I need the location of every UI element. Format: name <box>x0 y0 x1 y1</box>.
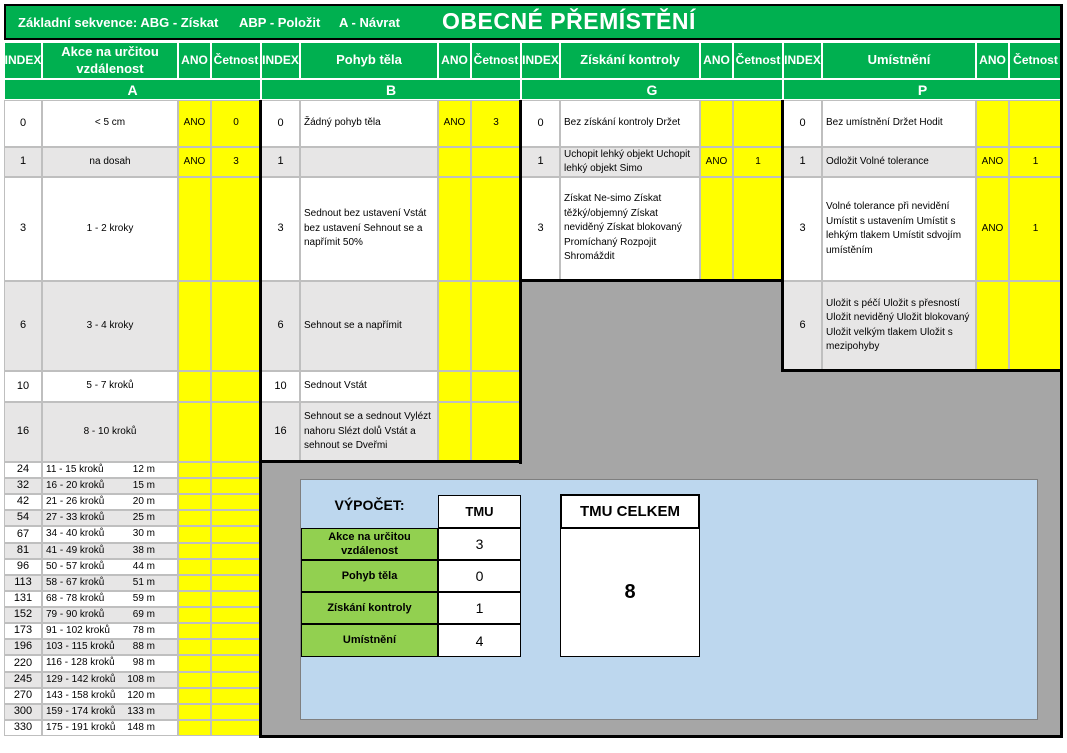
p-index-header: INDEX <box>783 42 822 79</box>
a-row-6-index: 6 <box>4 281 42 371</box>
a-row-6-text: 3 - 4 kroky <box>42 281 178 371</box>
a-distance-meters: 12 m <box>132 463 155 475</box>
a-distance-index: 245 <box>4 672 42 688</box>
a-distance-meters: 51 m <box>132 576 155 588</box>
a-row-6-cetnost[interactable] <box>211 281 261 371</box>
b-row-3-text: Sednout bez ustavení Vstát bez ustavení Sehnout se a napřímit 50% <box>300 177 438 281</box>
section-letter-b: B <box>261 79 521 100</box>
b-ano-header: ANO <box>438 42 471 79</box>
b-row-10-index: 10 <box>261 371 300 402</box>
a-distance-steps: 143 - 158 kroků <box>46 689 116 701</box>
a-distance-text <box>42 672 178 688</box>
a-row-0-index: 0 <box>4 100 42 147</box>
a-distance-index: 220 <box>4 655 42 672</box>
g-ano-header: ANO <box>700 42 733 79</box>
a-distance-ano[interactable] <box>178 478 211 494</box>
a-distance-text <box>42 655 178 672</box>
a-distance-steps: 79 - 90 kroků <box>46 608 105 620</box>
a-distance-meters: 69 m <box>132 608 155 620</box>
g-row-0-index: 0 <box>521 100 560 147</box>
a-index-header: INDEX <box>4 42 42 79</box>
a-distance-steps: 68 - 78 kroků <box>46 592 105 604</box>
a-distance-cetnost[interactable] <box>211 510 261 526</box>
sequence-return-label: A - Návrat <box>339 15 400 30</box>
p-row-1-ano[interactable]: ANO <box>976 147 1009 177</box>
b-row-16-index: 16 <box>261 402 300 462</box>
p-row-3-text: Volné tolerance při nevidění Umístit s ustavením Umístit s lehkým tlakem Umístit sdvojím umístěním <box>822 177 976 281</box>
a-distance-steps: 34 - 40 kroků <box>46 528 105 540</box>
a-distance-index: 173 <box>4 623 42 639</box>
p-row-3-cetnost[interactable]: 1 <box>1009 177 1062 281</box>
a-row-1-index: 1 <box>4 147 42 177</box>
a-distance-meters: 59 m <box>132 592 155 604</box>
a-distance-index: 300 <box>4 704 42 720</box>
b-row-3-index: 3 <box>261 177 300 281</box>
bottom-border <box>259 735 1063 738</box>
a-row-0-text: < 5 cm <box>42 100 178 147</box>
a-distance-cetnost[interactable] <box>211 559 261 575</box>
tmu-total-header: TMU CELKEM <box>560 494 700 529</box>
a-distance-steps: 27 - 33 kroků <box>46 511 105 523</box>
a-row-1-cetnost[interactable]: 3 <box>211 147 261 177</box>
b-row-10-ano[interactable] <box>438 371 471 402</box>
divider-b-bottom <box>259 460 522 463</box>
divider-g-p <box>781 100 784 372</box>
b-row-0-ano[interactable]: ANO <box>438 100 471 147</box>
b-row-0-index: 0 <box>261 100 300 147</box>
a-distance-index: 24 <box>4 462 42 478</box>
divider-b-g <box>519 100 522 464</box>
p-row-1-text: Odložit Volné tolerance <box>822 147 976 177</box>
a-distance-cetnost[interactable] <box>211 543 261 559</box>
page-title: OBECNÉ PŘEMÍSTĚNÍ <box>442 8 696 34</box>
a-distance-ano[interactable] <box>178 526 211 543</box>
a-distance-ano[interactable] <box>178 462 211 478</box>
b-body-header: Pohyb těla <box>300 42 438 79</box>
a-distance-cetnost[interactable] <box>211 526 261 543</box>
p-row-0-text: Bez umístnění Držet Hodit <box>822 100 976 147</box>
a-distance-index: 270 <box>4 688 42 704</box>
a-row-1-ano[interactable]: ANO <box>178 147 211 177</box>
a-row-3-ano[interactable] <box>178 177 211 281</box>
b-row-3-cetnost[interactable] <box>471 177 521 281</box>
divider-a-b <box>259 100 262 737</box>
a-distance-steps: 50 - 57 kroků <box>46 560 105 572</box>
p-row-6-text: Uložit s péčí Uložit s přesností Uložit neviděný Uložit blokovaný Uložit velkým tlakem Uložit s mezipohyby <box>822 281 976 370</box>
a-distance-text <box>42 704 178 720</box>
p-row-0-ano[interactable] <box>976 100 1009 147</box>
a-distance-text <box>42 462 178 478</box>
a-distance-steps: 21 - 26 kroků <box>46 495 105 507</box>
a-distance-steps: 103 - 115 kroků <box>46 640 115 652</box>
p-row-1-index: 1 <box>783 147 822 177</box>
a-distance-ano[interactable] <box>178 591 211 607</box>
b-row-6-index: 6 <box>261 281 300 371</box>
a-distance-ano[interactable] <box>178 607 211 623</box>
sequence-basic-label: Základní sekvence: ABG - Získat <box>18 15 219 30</box>
a-distance-text <box>42 720 178 736</box>
a-distance-steps: 11 - 15 kroků <box>46 463 104 475</box>
b-row-1-text <box>300 147 438 177</box>
a-distance-index: 196 <box>4 639 42 655</box>
a-distance-text <box>42 607 178 623</box>
a-row-0-ano[interactable]: ANO <box>178 100 211 147</box>
p-row-6-index: 6 <box>783 281 822 370</box>
b-row-3-ano[interactable] <box>438 177 471 281</box>
g-row-3-index: 3 <box>521 177 560 280</box>
a-distance-steps: 159 - 174 kroků <box>46 705 116 717</box>
section-letter-a: A <box>4 79 261 100</box>
a-row-16-cetnost[interactable] <box>211 402 261 462</box>
p-cetnost-header: Četnost <box>1009 42 1062 79</box>
b-row-1-index: 1 <box>261 147 300 177</box>
a-distance-steps: 91 - 102 kroků <box>46 624 110 636</box>
a-distance-meters: 20 m <box>132 495 155 507</box>
b-row-16-text: Sehnout se a sednout Vylézt nahoru Slézt dolů Vstát a sehnout se Dveřmi <box>300 402 438 462</box>
g-row-3-ano[interactable] <box>700 177 733 280</box>
a-cetnost-header: Četnost <box>211 42 261 79</box>
a-distance-text <box>42 478 178 494</box>
a-distance-steps: 175 - 191 kroků <box>46 721 116 733</box>
title-bar <box>4 4 1062 40</box>
a-distance-cetnost[interactable] <box>211 704 261 720</box>
a-distance-cetnost[interactable] <box>211 672 261 688</box>
a-row-3-index: 3 <box>4 177 42 281</box>
a-distance-ano[interactable] <box>178 543 211 559</box>
a-distance-cetnost[interactable] <box>211 655 261 672</box>
a-row-10-ano[interactable] <box>178 371 211 402</box>
a-distance-cetnost[interactable] <box>211 462 261 478</box>
a-distance-meters: 44 m <box>132 560 155 572</box>
section-letter-g: G <box>521 79 783 100</box>
a-row-3-cetnost[interactable] <box>211 177 261 281</box>
a-distance-text <box>42 494 178 510</box>
a-distance-text <box>42 543 178 559</box>
a-distance-meters: 30 m <box>132 528 155 540</box>
a-distance-cetnost[interactable] <box>211 623 261 639</box>
a-row-3-text: 1 - 2 kroky <box>42 177 178 281</box>
a-distance-steps: 41 - 49 kroků <box>46 544 105 556</box>
b-row-1-ano[interactable] <box>438 147 471 177</box>
b-row-0-text: Žádný pohyb těla <box>300 100 438 147</box>
g-row-0-text: Bez získání kontroly Držet <box>560 100 700 147</box>
a-distance-text <box>42 623 178 639</box>
a-distance-index: 81 <box>4 543 42 559</box>
b-row-1-cetnost[interactable] <box>471 147 521 177</box>
calc-title: VÝPOČET: <box>334 497 405 513</box>
section-letter-p: P <box>783 79 1062 100</box>
calc-label-control: Získání kontroly <box>301 592 438 624</box>
a-row-10-cetnost[interactable] <box>211 371 261 402</box>
a-row-0-cetnost[interactable]: 0 <box>211 100 261 147</box>
p-row-1-cetnost[interactable]: 1 <box>1009 147 1062 177</box>
a-distance-index: 54 <box>4 510 42 526</box>
a-distance-cetnost[interactable] <box>211 591 261 607</box>
a-distance-cetnost[interactable] <box>211 478 261 494</box>
gray-zone-p <box>783 370 1062 462</box>
a-distance-ano[interactable] <box>178 688 211 704</box>
a-row-16-index: 16 <box>4 402 42 462</box>
g-row-1-text: Uchopit lehký objekt Uchopit lehký objekt Simo <box>560 147 700 177</box>
a-distance-text <box>42 559 178 575</box>
a-distance-index: 42 <box>4 494 42 510</box>
a-distance-index: 131 <box>4 591 42 607</box>
calc-label-action: Akce na určitou vzdálenost <box>301 528 438 560</box>
g-cetnost-header: Četnost <box>733 42 783 79</box>
a-row-1-text: na dosah <box>42 147 178 177</box>
a-action-header: Akce na určitou vzdálenost <box>42 42 178 79</box>
p-row-0-cetnost[interactable] <box>1009 100 1062 147</box>
divider-p-bottom <box>781 369 1062 372</box>
a-distance-meters: 148 m <box>127 721 155 733</box>
a-distance-cetnost[interactable] <box>211 607 261 623</box>
a-distance-steps: 129 - 142 kroků <box>46 673 116 685</box>
g-row-1-index: 1 <box>521 147 560 177</box>
g-index-header: INDEX <box>521 42 560 79</box>
calc-value-body[interactable]: 0 <box>438 560 521 592</box>
a-distance-steps: 116 - 128 kroků <box>46 657 115 669</box>
a-distance-meters: 15 m <box>132 479 155 491</box>
a-distance-steps: 58 - 67 kroků <box>46 576 105 588</box>
g-row-0-cetnost[interactable] <box>733 100 783 147</box>
b-row-0-cetnost[interactable]: 3 <box>471 100 521 147</box>
a-distance-index: 330 <box>4 720 42 736</box>
a-distance-ano[interactable] <box>178 639 211 655</box>
a-distance-ano[interactable] <box>178 704 211 720</box>
a-distance-index: 152 <box>4 607 42 623</box>
a-distance-steps: 16 - 20 kroků <box>46 479 105 491</box>
divider-g-bottom <box>519 279 783 282</box>
a-distance-index: 96 <box>4 559 42 575</box>
a-distance-index: 32 <box>4 478 42 494</box>
a-ano-header: ANO <box>178 42 211 79</box>
a-distance-meters: 108 m <box>127 673 155 685</box>
b-row-10-cetnost[interactable] <box>471 371 521 402</box>
a-distance-text <box>42 526 178 543</box>
calc-label-placement: Umístnění <box>301 624 438 657</box>
calc-label-body: Pohyb těla <box>301 560 438 592</box>
a-distance-meters: 133 m <box>127 705 155 717</box>
p-row-6-cetnost[interactable] <box>1009 281 1062 370</box>
tmu-total-value: 8 <box>560 528 700 657</box>
a-row-10-text: 5 - 7 kroků <box>42 371 178 402</box>
a-distance-meters: 98 m <box>132 657 155 669</box>
g-row-0-ano[interactable] <box>700 100 733 147</box>
b-row-10-text: Sednout Vstát <box>300 371 438 402</box>
a-distance-ano[interactable] <box>178 655 211 672</box>
p-row-6-ano[interactable] <box>976 281 1009 370</box>
a-distance-ano[interactable] <box>178 623 211 639</box>
b-cetnost-header: Četnost <box>471 42 521 79</box>
a-distance-ano[interactable] <box>178 510 211 526</box>
b-row-16-cetnost[interactable] <box>471 402 521 462</box>
a-distance-cetnost[interactable] <box>211 494 261 510</box>
calc-value-placement[interactable]: 4 <box>438 624 521 657</box>
a-distance-meters: 38 m <box>132 544 155 556</box>
a-distance-meters: 25 m <box>132 511 155 523</box>
a-distance-meters: 88 m <box>132 640 155 652</box>
a-distance-cetnost[interactable] <box>211 575 261 591</box>
g-control-header: Získání kontroly <box>560 42 700 79</box>
gray-zone-g <box>521 280 783 462</box>
tmu-header: TMU <box>438 495 521 528</box>
b-row-6-text: Sehnout se a napřímit <box>300 281 438 371</box>
b-row-16-ano[interactable] <box>438 402 471 462</box>
a-row-6-ano[interactable] <box>178 281 211 371</box>
a-distance-ano[interactable] <box>178 672 211 688</box>
a-distance-ano[interactable] <box>178 559 211 575</box>
b-index-header: INDEX <box>261 42 300 79</box>
a-distance-index: 67 <box>4 526 42 543</box>
a-distance-cetnost[interactable] <box>211 639 261 655</box>
g-row-1-cetnost[interactable]: 1 <box>733 147 783 177</box>
a-distance-text <box>42 688 178 704</box>
p-row-3-index: 3 <box>783 177 822 281</box>
b-row-6-ano[interactable] <box>438 281 471 371</box>
sequence-place-label: ABP - Položit <box>239 15 321 30</box>
p-placement-header: Umístnění <box>822 42 976 79</box>
p-row-0-index: 0 <box>783 100 822 147</box>
calc-value-action[interactable]: 3 <box>438 528 521 560</box>
calc-value-control[interactable]: 1 <box>438 592 521 624</box>
p-ano-header: ANO <box>976 42 1009 79</box>
a-distance-text <box>42 591 178 607</box>
a-distance-text <box>42 510 178 526</box>
a-distance-ano[interactable] <box>178 720 211 736</box>
a-distance-cetnost[interactable] <box>211 720 261 736</box>
g-row-3-cetnost[interactable] <box>733 177 783 280</box>
a-row-16-text: 8 - 10 kroků <box>42 402 178 462</box>
p-row-3-ano[interactable]: ANO <box>976 177 1009 281</box>
a-distance-text <box>42 639 178 655</box>
b-row-6-cetnost[interactable] <box>471 281 521 371</box>
a-distance-table <box>4 462 261 736</box>
g-row-1-ano[interactable]: ANO <box>700 147 733 177</box>
a-row-10-index: 10 <box>4 371 42 402</box>
g-row-3-text: Získat Ne-simo Získat těžký/objemný Získat neviděný Získat blokovaný Promíchaný Rozpojit Shromáždit <box>560 177 700 280</box>
a-distance-ano[interactable] <box>178 575 211 591</box>
a-distance-text <box>42 575 178 591</box>
a-distance-cetnost[interactable] <box>211 688 261 704</box>
a-row-16-ano[interactable] <box>178 402 211 462</box>
a-distance-ano[interactable] <box>178 494 211 510</box>
a-distance-meters: 120 m <box>127 689 155 701</box>
a-distance-index: 113 <box>4 575 42 591</box>
a-distance-meters: 78 m <box>132 624 155 636</box>
right-border <box>1060 4 1063 737</box>
